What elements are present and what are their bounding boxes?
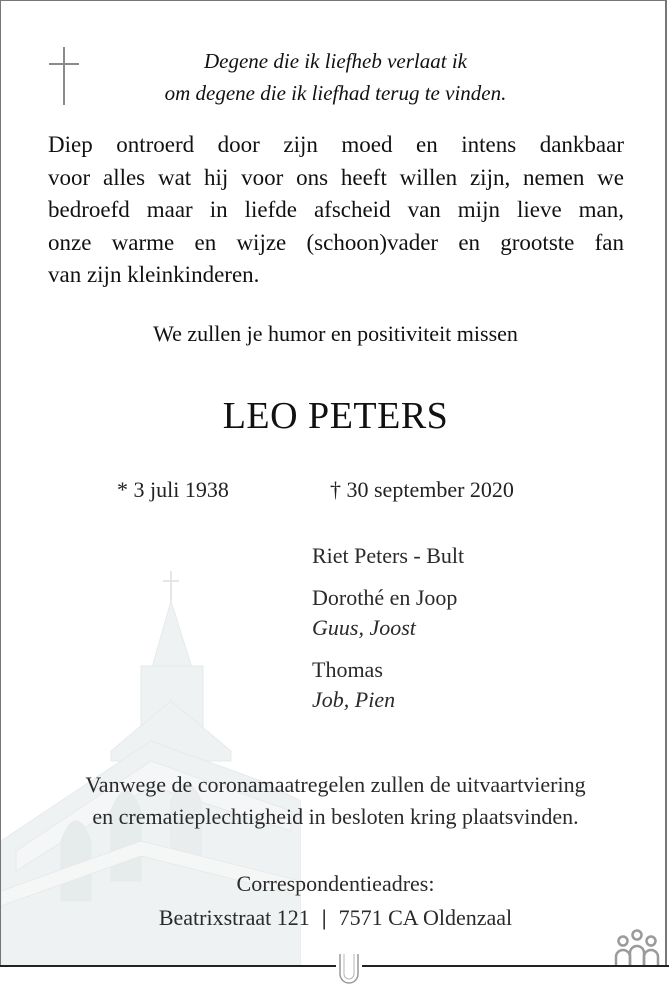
tab-icon (336, 952, 362, 984)
address-postal-city: 7571 CA Oldenzaal (338, 905, 513, 930)
footer-divider (0, 965, 669, 967)
family-group (312, 541, 464, 571)
intro-line: van zijn kleinkinderen. (48, 262, 260, 287)
notice-line: Vanwege de coronamaatregelen zullen de uitvaartviering (85, 772, 586, 797)
family-member: Thomas (312, 657, 383, 682)
poem-line: om degene die ik liefhad terug te vinden. (164, 81, 507, 105)
family-group (312, 583, 464, 643)
correspondence-address (1, 867, 667, 935)
notice-line: en crematieplechtigheid in besloten kring plaatsvinden. (92, 804, 579, 829)
address-street: Beatrixstraat 121 (158, 905, 310, 930)
birth-date: * 3 juli 1938 (117, 477, 229, 502)
address-line (1, 901, 667, 935)
tagline: We zullen je humor en positiviteit missen (153, 321, 518, 346)
poem-line: Degene die ik liefheb verlaat ik (204, 49, 467, 73)
grandchildren: Guus, Joost (312, 615, 416, 640)
intro-paragraph (48, 129, 624, 292)
intro-line: voor alles wat hij voor ons heeft willen zijn, nemen we (48, 164, 624, 190)
intro-line: Diep ontroerd door zijn moed en intens dankbaar (48, 132, 624, 157)
grandchildren: Job, Pien (312, 687, 396, 712)
address-separator: | (321, 905, 327, 930)
family-member: Riet Peters - Bult (312, 543, 465, 568)
corona-notice (1, 769, 667, 833)
death-date: † 30 september 2020 (330, 477, 514, 502)
intro-line: onze warme en wijze (schoon)vader en grootste fan (48, 229, 624, 255)
poem (1, 45, 667, 109)
people-icon (613, 929, 661, 967)
deceased-name: LEO PETERS (222, 395, 449, 437)
intro-line: bedroefd maar in liefde afscheid van mijn lieve man, (48, 197, 624, 222)
address-label: Correspondentieadres: (236, 871, 435, 896)
family-list (312, 541, 464, 727)
family-group (312, 655, 464, 715)
family-member: Dorothé en Joop (312, 585, 458, 610)
